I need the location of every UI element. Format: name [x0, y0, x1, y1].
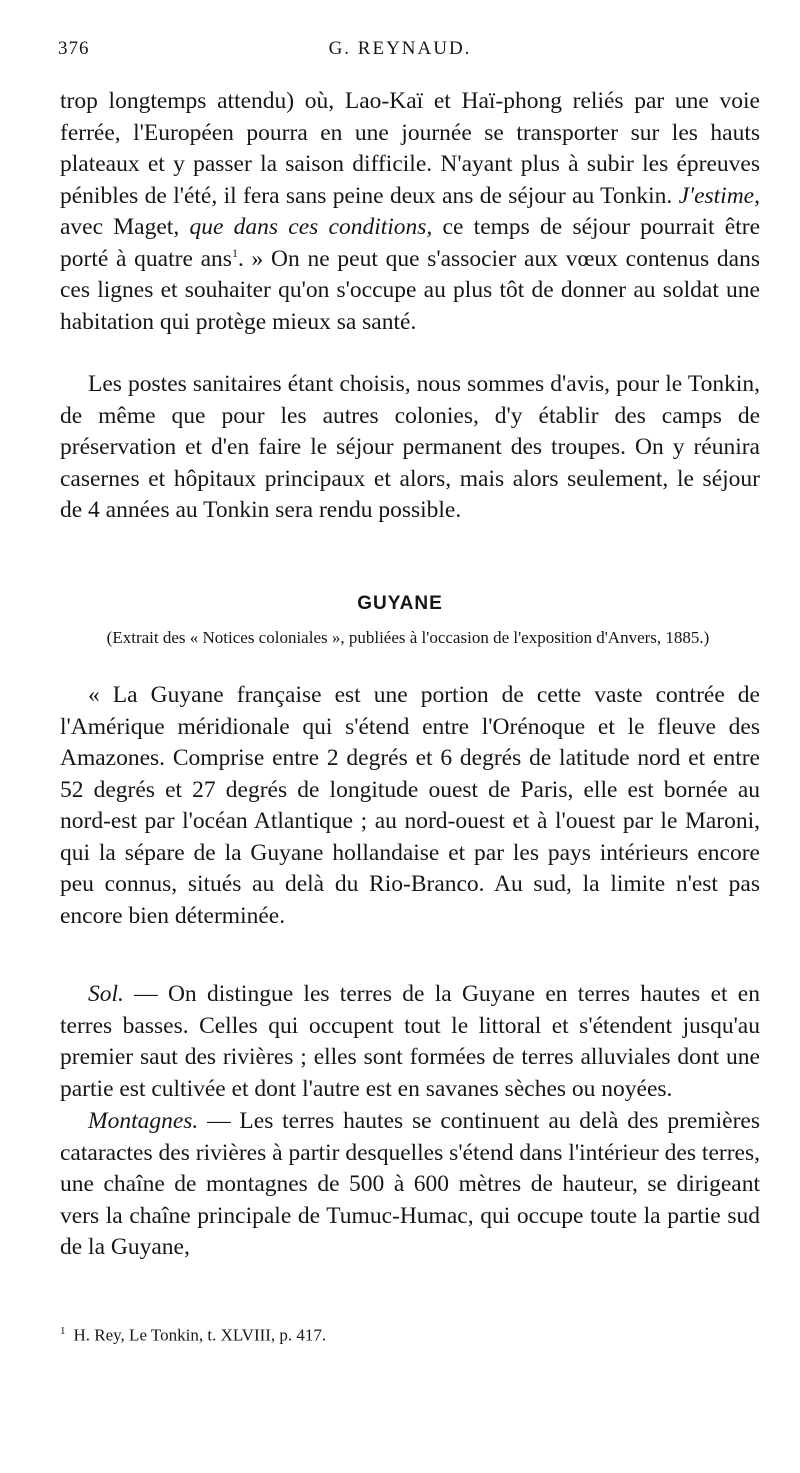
page-number: 376 — [58, 38, 90, 59]
emphasis-text: que dans ces conditions, — [189, 214, 433, 240]
paragraph-montagnes — [60, 1106, 760, 1264]
page-header — [58, 38, 742, 68]
section-source-note: (Extrait des « Notices coloniales », publiées à l'occasion de l'exposition d'Anvers, 1885.) — [106, 628, 710, 647]
running-head: G. REYNAUD. — [328, 38, 472, 59]
text-run: ce temps de séjour pourrait être porté à quatre ans — [60, 214, 760, 272]
footnote — [60, 1325, 326, 1346]
text-run: — Les terres hautes se continuent au delà des premières cataractes des rivières à partir desquelles s'étend dans l'intérieur des terres, une chaîne de montagnes de 500 à 600 mètres de hauteur, se dirigeant vers la chaîne principale de Tumuc-Humac, qui occupe toute la partie sud de la Guyane, — [60, 1108, 760, 1260]
footnote-mark: 1 — [60, 1325, 66, 1337]
section-title: GUYANE — [357, 593, 443, 614]
text-run: avec Maget, — [60, 214, 190, 240]
paragraph-continuation — [60, 86, 760, 338]
emphasis-text: J'estime, — [678, 182, 760, 209]
paragraph-sol — [60, 979, 760, 1105]
footnote-text: H. Rey, Le Tonkin, t. XLVIII, p. 417. — [73, 1325, 327, 1345]
text-run: — On distingue les terres de la Guyane en terres hautes et en terres basses. Celles qui occupent tout le littoral et s'étendent jusqu'au premier saut des rivières ; elles sont formées de terres alluviales dont une partie est cultivée et dont l'autre est en savanes sèches ou noyées. — [60, 981, 760, 1102]
text-run: trop longtemps attendu) où, Lao-Kaï et Haï-phong reliés par une voie ferrée, l'Européen pourra en une journée se transporter sur les hauts plateaux et y passer la saison difficile. N'ayant plus à subir les épreuves pénibles de l'été, il fera sans peine deux ans de séjour au Tonkin. — [60, 88, 760, 209]
text-run: . » On ne peut que s'associer aux vœux contenus dans ces lignes et souhaiter qu'on s'occupe au plus tôt de donner au soldat une habitation qui protège mieux sa santé. — [60, 245, 760, 335]
paragraph-lead: Sol. — [88, 981, 124, 1007]
paragraph-lead: Montagnes. — [88, 1108, 199, 1134]
paragraph-guyane-intro: « La Guyane française est une portion de cette vaste contrée de l'Amérique méridionale qui s'étend entre l'Orénoque et le fleuve des Amazones. Comprise entre 2 degrés et 6 degrés de latitude nord et entre 52 degrés et 27 degrés de longitude ouest de Paris, elle est bornée au nord-est par l'océan Atlantique ; au nord-ouest et à l'ouest par le Maroni, qui la sépare de la Guyane hollandaise et par les pays intérieurs encore peu connus, situés au delà du Rio-Branco. Au sud, la limite n'est pas encore bien déterminée. — [60, 682, 760, 929]
paragraph-sanitary-posts: Les postes sanitaires étant choisis, nous sommes d'avis, pour le Tonkin, de même que pour les autres colonies, d'y établir des camps de préservation et d'en faire le séjour permanent des troupes. On y réunira casernes et hôpitaux principaux et alors, mais alors seulement, le séjour de 4 années au Tonkin sera rendu possible. — [60, 371, 760, 523]
footnote-reference: 1 — [231, 245, 238, 260]
